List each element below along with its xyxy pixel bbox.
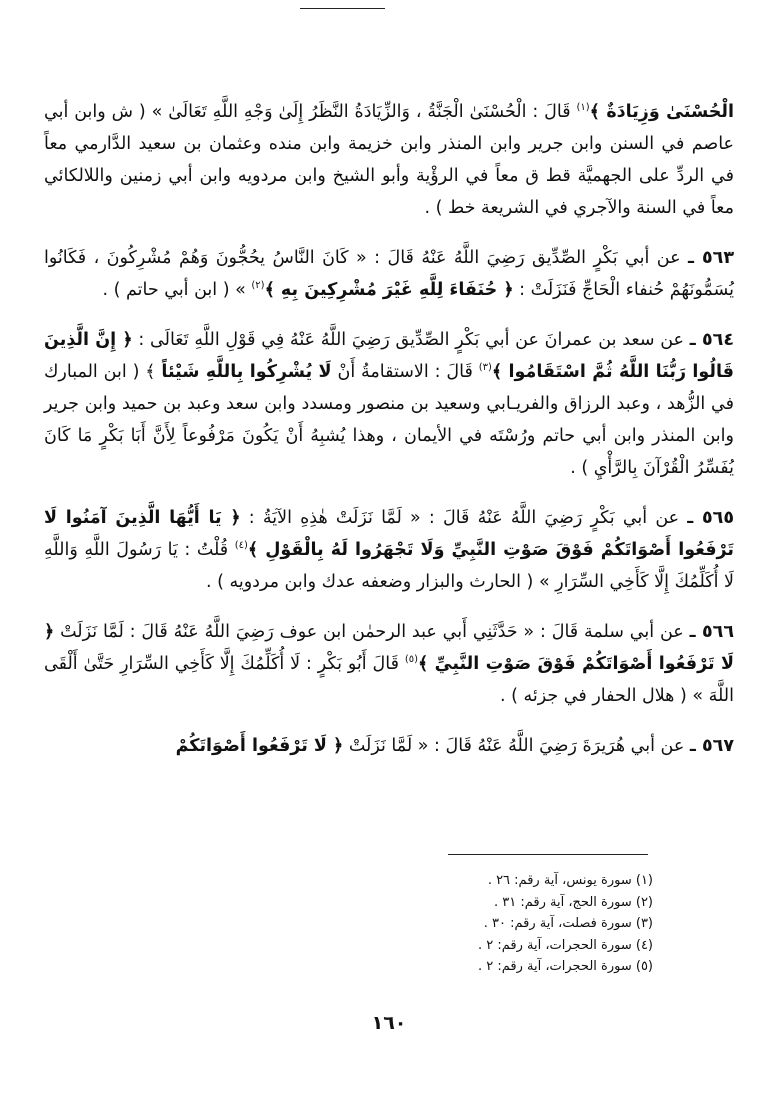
text-segment: ﴾ ( ابن المبارك في الزُّهد ، وعبد الرزاق والفريـابي وسعيد بن منصور ومسدد وابن سعد وعبد بن حميد وابن جرير وابن المنذر وابن أبي حاتم ورُسْتَه في الأيمان ، وهذا يُشبِهُ أَنْ يَكُونَ مَرْفُوعاً لِأَنَّ أَبَا بَكْرٍ مَا كَانَ يُفَسِّرُ الْقُرْآنَ بِالرَّأْيِ ) .: [44, 362, 734, 478]
text-segment: عن أبي بَكْرٍ الصِّدِّيق رَضِيَ اللَّهُ عَنْهُ قَالَ : « كَانَ النَّاسُ يحُجُّونَ وَهُمْ مُشْرِكُونَ ، فَكَانُوا يُسَمُّونَهُمْ حُنفاء الْحَاجِّ فَنَزَلَتْ :: [44, 248, 734, 300]
main-text: [44, 96, 734, 762]
hadith-number: ٥٦٥ ـ: [687, 508, 735, 528]
paragraph: [44, 502, 734, 598]
quran-verse: لَا يُشْرِكُوا بِاللَّهِ شَيْئاً: [161, 362, 332, 382]
paragraph: [44, 324, 734, 484]
text-segment: قَالَ أَبُو بَكْرٍ : لَا أُكَلِّمُكَ إِلَّا كَأَخِي السِّرَارِ حَتَّىٰ أَلْقَى اللَّهَ » ( هلال الحفار في جزئه ) .: [44, 654, 734, 706]
footnote-marker: (١): [576, 102, 590, 114]
quran-verse: ﴿ لَا تَرْفَعُوا أَصْوَاتَكُمْ فَوْقَ صَوْتِ النَّبِيِّ ﴾: [44, 622, 734, 674]
page-number: ١٦٠: [371, 1012, 407, 1034]
footnote-1: (١) سورة يونس، آية رقم: ٢٦ .: [487, 873, 653, 888]
text-segment: عن أبي هُرَيرَةَ رَضِيَ اللَّهُ عَنْهُ قَالَ : « لَمَّا نَزَلَتْ: [343, 736, 690, 756]
text-segment: عن أبي سلمة قَالَ : « حَدَّثَنِي أَبي عبد الرحمٰن ابن عوف رَضِيَ اللَّهُ عَنْهُ قَالَ : لَمَّا نَزَلَتْ: [54, 622, 690, 642]
footnote-marker: (٣): [478, 362, 492, 374]
footnote-2: (٢) سورة الحج، آية رقم: ٣١ .: [493, 894, 653, 910]
footnote-marker: (٢): [251, 280, 265, 292]
footnote-4: (٤) سورة الحجرات، آية رقم: ٢ .: [477, 937, 653, 953]
paragraph: [44, 730, 734, 762]
footnote-marker: (٥): [404, 654, 419, 666]
footnotes: [380, 870, 653, 978]
hadith-number: ٥٦٣ ـ: [688, 248, 735, 268]
quran-verse: ﴿ لَا تَرْفَعُوا أَصْوَاتَكُمْ: [175, 736, 344, 756]
quran-verse: الْحُسْنَىٰ وَزِيَادَةٌ ﴾: [589, 102, 734, 122]
footnote-3: (٣) سورة فصلت، آية رقم: ٣٠ .: [483, 916, 653, 931]
paragraph: [44, 96, 734, 224]
text-segment: قَالَ : الاستقامةُ أَنْ: [331, 362, 479, 382]
paragraph: [44, 242, 734, 306]
text-segment: قُلْتُ : يَا رَسُولَ اللَّهِ وَاللَّهِ لَا أُكَلِّمُكَ إِلَّا كَأَخِي السِّرَارِ » ( الحارث والبزار وضعفه عدك وابن مردويه ) .: [44, 540, 734, 592]
hadith-number: ٥٦٤ ـ: [689, 330, 735, 350]
paragraph: [44, 616, 734, 712]
quran-verse: ﴿ يَا أَيُّهَا الَّذِينَ آمَنُوا لَا تَرْفَعُوا أَصْوَاتَكُمْ فَوْقَ صَوْتِ النَّبِيِّ وَلَا تَجْهَرُوا لَهُ بِالْقَوْلِ ﴾: [44, 508, 734, 560]
quran-verse: ﴿ إِنَّ الَّذِينَ قَالُوا رَبُّنَا اللَّهُ ثُمَّ اسْتَقَامُوا ﴾: [44, 330, 734, 382]
hadith-number: ٥٦٦ ـ: [689, 622, 734, 642]
top-rule: [300, 8, 385, 9]
text-segment: عن سعد بن عمرانَ عن أبي بَكْرٍ الصِّدِّيق رَضِيَ اللَّهُ عَنْهُ فِي قَوْلِ اللَّهِ تَعَالَى :: [132, 330, 690, 350]
quran-verse: ﴿ حُنَفَاءَ لِلَّهِ غَيْرَ مُشْرِكِينَ بِهِ ﴾: [264, 280, 514, 300]
hadith-number: ٥٦٧ ـ: [689, 736, 734, 756]
text-segment: » ( ابن أبي حاتم ) .: [102, 280, 252, 300]
text-segment: قَالَ : الْحُسْنَىٰ الْجَنَّةُ ، وَالزِّيَادَةُ النَّظَرُ إِلَىٰ وَجْهِ اللَّهِ تَعَالَىٰ » ( ش وابن أبي عاصم في السنن وابن جرير وابن المنذر وابن خزيمة وابن منده وعثمان بن سعيد الدَّارمي معاً في الردِّ على الجهميَّة قط ق معاً في الرؤْية وأبو الشيخ وابن مردويه وابن أبي زمنين واللالكائي معاً في السنة والآجري في الشريعة خط ) .: [44, 102, 734, 218]
footnote-5: (٥) سورة الحجرات، آية رقم: ٢ .: [477, 959, 653, 974]
footnote-separator: [448, 854, 648, 855]
footnote-marker: (٤): [234, 540, 248, 552]
text-segment: عن أبي بَكْرٍ رَضِيَ اللَّهُ عَنْهُ قَالَ : « لَمَّا نَزَلَتْ هٰذِهِ الآيَةُ :: [240, 508, 688, 528]
